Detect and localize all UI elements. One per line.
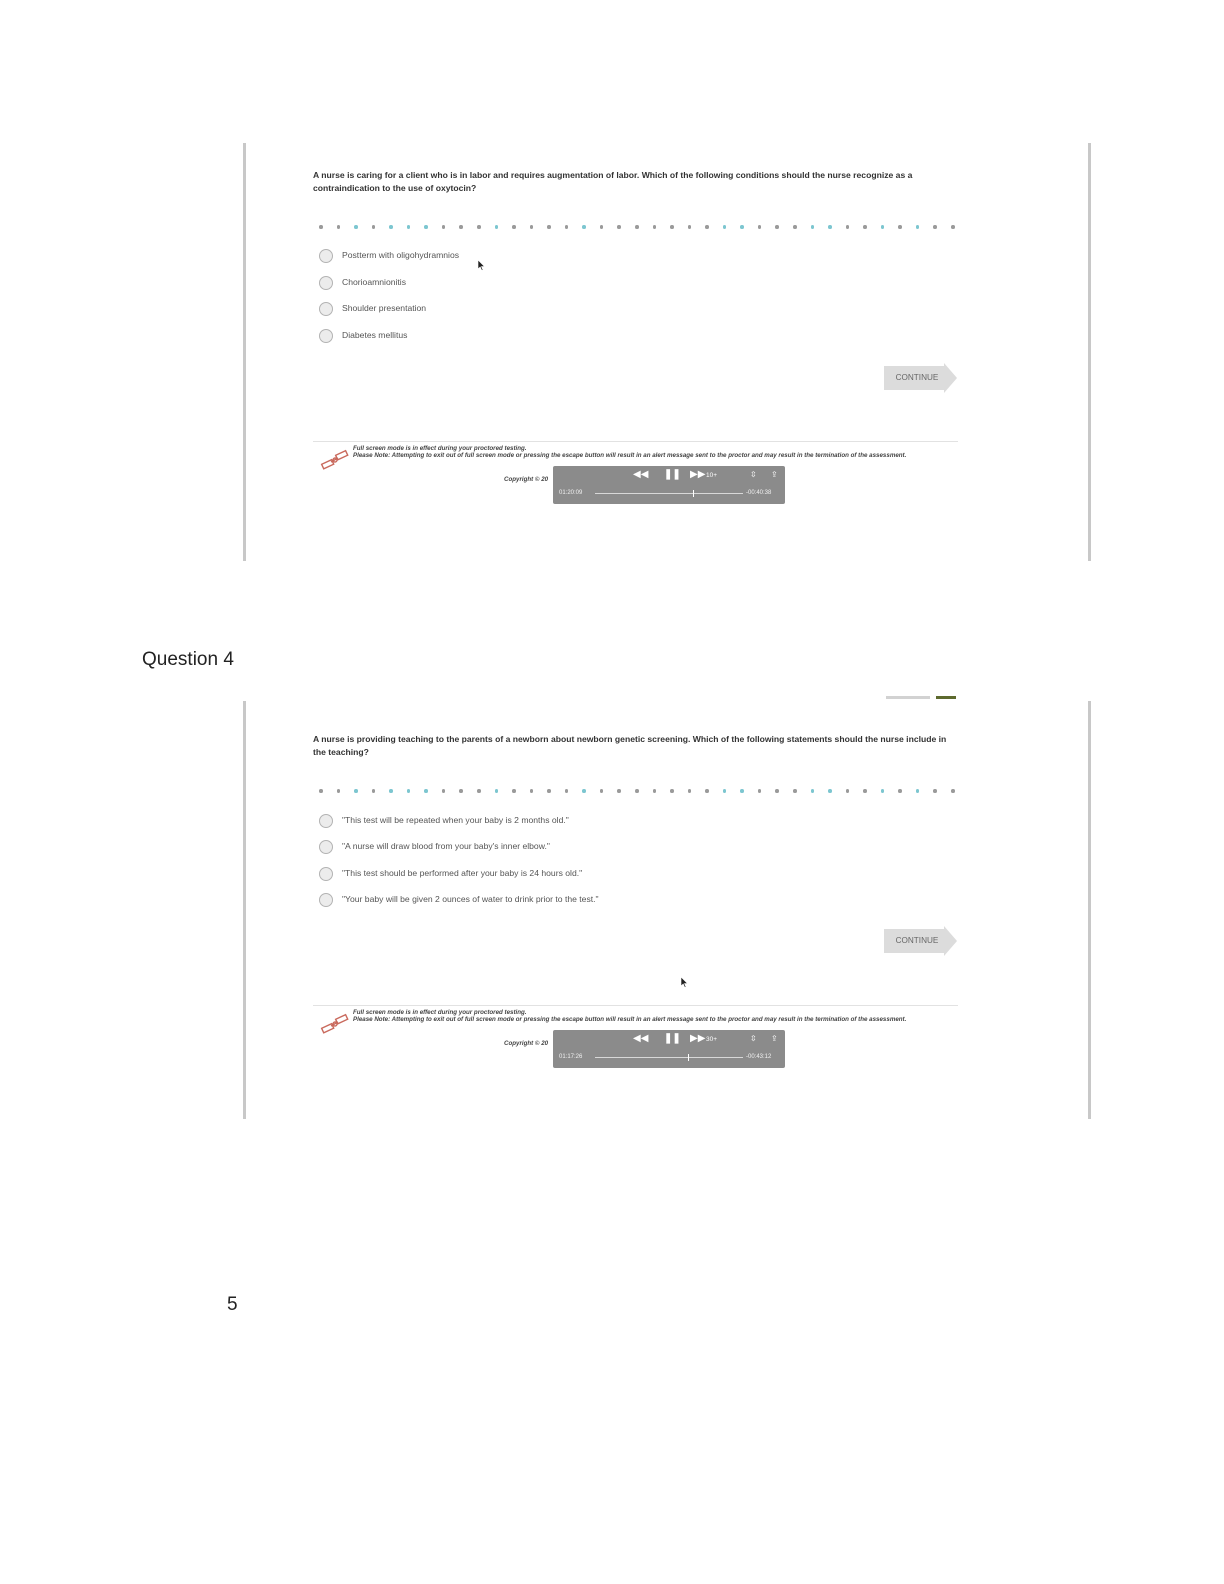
progress-dot (319, 789, 323, 793)
fullscreen-notice: Full screen mode is in effect during your proctored testing. (353, 1009, 527, 1016)
progress-dot (512, 789, 516, 793)
progress-dot (389, 225, 393, 229)
option-label: "A nurse will draw blood from your baby's inner elbow." (342, 841, 550, 851)
fast-forward-icon[interactable]: ▶▶ (690, 469, 706, 480)
progress-dot (547, 225, 551, 229)
footer-divider (313, 441, 958, 442)
progress-dot (617, 225, 621, 229)
escape-warning: Please Note: Attempting to exit out of full screen mode or pressing the escape button will result in an alert message sent to the proctor and may result in the termination of the assessment. (353, 452, 907, 459)
question-heading: Question 4 (142, 649, 234, 670)
mouse-cursor-icon (478, 260, 486, 271)
radio-button[interactable] (319, 329, 333, 343)
progress-dot (758, 789, 762, 793)
progress-dot (530, 789, 534, 793)
progress-dots (319, 225, 951, 231)
progress-dot (565, 789, 569, 793)
progress-dot (495, 225, 499, 229)
question-text: A nurse is caring for a client who is in labor and requires augmentation of labor. Which of the following conditions should the nurse recognize as a contraindication to the use of oxytocin? (313, 170, 913, 193)
progress-dot (424, 225, 428, 229)
share-icon[interactable]: ⇪ (771, 470, 778, 479)
progress-dot (775, 789, 779, 793)
radio-button[interactable] (319, 840, 333, 854)
progress-dot (653, 789, 657, 793)
footer-divider (313, 1005, 958, 1006)
progress-dot (600, 225, 604, 229)
mouse-cursor-icon (681, 977, 689, 988)
scrubber-track[interactable] (595, 1057, 743, 1058)
top-toolbar-fragment (936, 696, 956, 699)
progress-dot (635, 225, 639, 229)
skip-label: 30+ (706, 1036, 718, 1043)
progress-dot (635, 789, 639, 793)
progress-dot (898, 225, 902, 229)
progress-dot (319, 225, 323, 229)
pause-icon[interactable]: ❚❚ (664, 469, 681, 480)
progress-dot (600, 789, 604, 793)
progress-dot (846, 789, 850, 793)
copyright-text: Copyright © 20 (504, 1040, 549, 1047)
progress-dot (653, 225, 657, 229)
option-label: "Your baby will be given 2 ounces of water to drink prior to the test." (342, 894, 599, 904)
fullscreen-notice: Full screen mode is in effect during your proctored testing. (353, 445, 527, 452)
question-text: A nurse is providing teaching to the parents of a newborn about newborn genetic screening. Which of the following statements should the nurse include in the teaching? (313, 734, 947, 757)
radio-button[interactable] (319, 276, 333, 290)
progress-dot (863, 225, 867, 229)
elapsed-time: 01:17:26 (559, 1054, 583, 1060)
scrubber-thumb[interactable] (693, 490, 694, 497)
progress-dot (459, 789, 463, 793)
top-toolbar-fragment (886, 696, 930, 699)
progress-dot (881, 789, 885, 793)
progress-dot (793, 225, 797, 229)
footer-notice (353, 445, 943, 459)
option-label: "This test should be performed after your baby is 24 hours old." (342, 868, 583, 878)
option-label: Chorioamnionitis (342, 277, 407, 287)
progress-dot (828, 789, 832, 793)
progress-dot (512, 225, 516, 229)
page-number: 5 (227, 1294, 238, 1315)
progress-dot (933, 225, 937, 229)
progress-dot (477, 789, 481, 793)
progress-dot (495, 789, 499, 793)
progress-dot (442, 789, 446, 793)
progress-dot (582, 789, 586, 793)
airplay-icon[interactable]: ⇳ (750, 1034, 757, 1043)
progress-dot (898, 789, 902, 793)
progress-dot (828, 225, 832, 229)
progress-dot (459, 225, 463, 229)
progress-dot (565, 225, 569, 229)
footer-notice (353, 1009, 943, 1023)
video-player-controls[interactable] (553, 1030, 785, 1068)
scrubber-thumb[interactable] (688, 1054, 689, 1061)
radio-button[interactable] (319, 249, 333, 263)
progress-dot (705, 789, 709, 793)
progress-dot (846, 225, 850, 229)
copyright-text: Copyright © 20 (504, 476, 549, 483)
progress-dot (407, 225, 411, 229)
radio-button[interactable] (319, 302, 333, 316)
video-player-controls[interactable] (553, 466, 785, 504)
progress-dot (337, 225, 341, 229)
progress-dot (372, 225, 376, 229)
progress-dot (354, 225, 358, 229)
skip-label: 10+ (706, 472, 718, 479)
progress-dot (916, 225, 920, 229)
progress-dot (582, 225, 586, 229)
progress-dot (705, 225, 709, 229)
remaining-time: -00:40:38 (746, 490, 772, 496)
progress-dot (389, 789, 393, 793)
progress-dot (723, 225, 727, 229)
option-label: Diabetes mellitus (342, 330, 408, 340)
progress-dot (617, 789, 621, 793)
satellite-icon (320, 1013, 350, 1035)
progress-dot (424, 789, 428, 793)
progress-dot (688, 789, 692, 793)
progress-dot (758, 225, 762, 229)
progress-dot (354, 789, 358, 793)
remaining-time: -00:43:12 (746, 1054, 772, 1060)
progress-dot (811, 225, 815, 229)
progress-dot (933, 789, 937, 793)
progress-dot (723, 789, 727, 793)
pause-icon[interactable]: ❚❚ (664, 1033, 681, 1044)
progress-dot (442, 225, 446, 229)
progress-dot (951, 789, 955, 793)
progress-dot (916, 789, 920, 793)
radio-button[interactable] (319, 814, 333, 828)
option-label: Postterm with oligohydramnios (342, 250, 460, 260)
progress-dots (319, 789, 951, 795)
satellite-icon (320, 449, 350, 471)
progress-dot (863, 789, 867, 793)
radio-button[interactable] (319, 893, 333, 907)
rewind-icon[interactable]: ◀◀ (633, 469, 649, 480)
progress-dot (530, 225, 534, 229)
progress-dot (740, 225, 744, 229)
progress-dot (477, 225, 481, 229)
progress-dot (811, 789, 815, 793)
progress-dot (670, 789, 674, 793)
radio-button[interactable] (319, 867, 333, 881)
progress-dot (951, 225, 955, 229)
progress-dot (740, 789, 744, 793)
elapsed-time: 01:20:09 (559, 490, 583, 496)
quiz-screenshot-1 (243, 143, 1091, 561)
fast-forward-icon[interactable]: ▶▶ (690, 1033, 706, 1044)
progress-dot (775, 225, 779, 229)
progress-dot (337, 789, 341, 793)
continue-button[interactable]: CONTINUE (884, 926, 957, 956)
quiz-screenshot-2 (243, 701, 1091, 1119)
option-label: Shoulder presentation (342, 303, 427, 313)
option-label: "This test will be repeated when your baby is 2 months old." (342, 815, 569, 825)
progress-dot (881, 225, 885, 229)
progress-dot (793, 789, 797, 793)
continue-button[interactable]: CONTINUE (884, 363, 957, 393)
rewind-icon[interactable]: ◀◀ (633, 1033, 649, 1044)
share-icon[interactable]: ⇪ (771, 1034, 778, 1043)
progress-dot (407, 789, 411, 793)
progress-dot (688, 225, 692, 229)
airplay-icon[interactable]: ⇳ (750, 470, 757, 479)
progress-dot (670, 225, 674, 229)
escape-warning: Please Note: Attempting to exit out of full screen mode or pressing the escape button will result in an alert message sent to the proctor and may result in the termination of the assessment. (353, 1016, 907, 1023)
progress-dot (547, 789, 551, 793)
scrubber-track[interactable] (595, 493, 743, 494)
progress-dot (372, 789, 376, 793)
